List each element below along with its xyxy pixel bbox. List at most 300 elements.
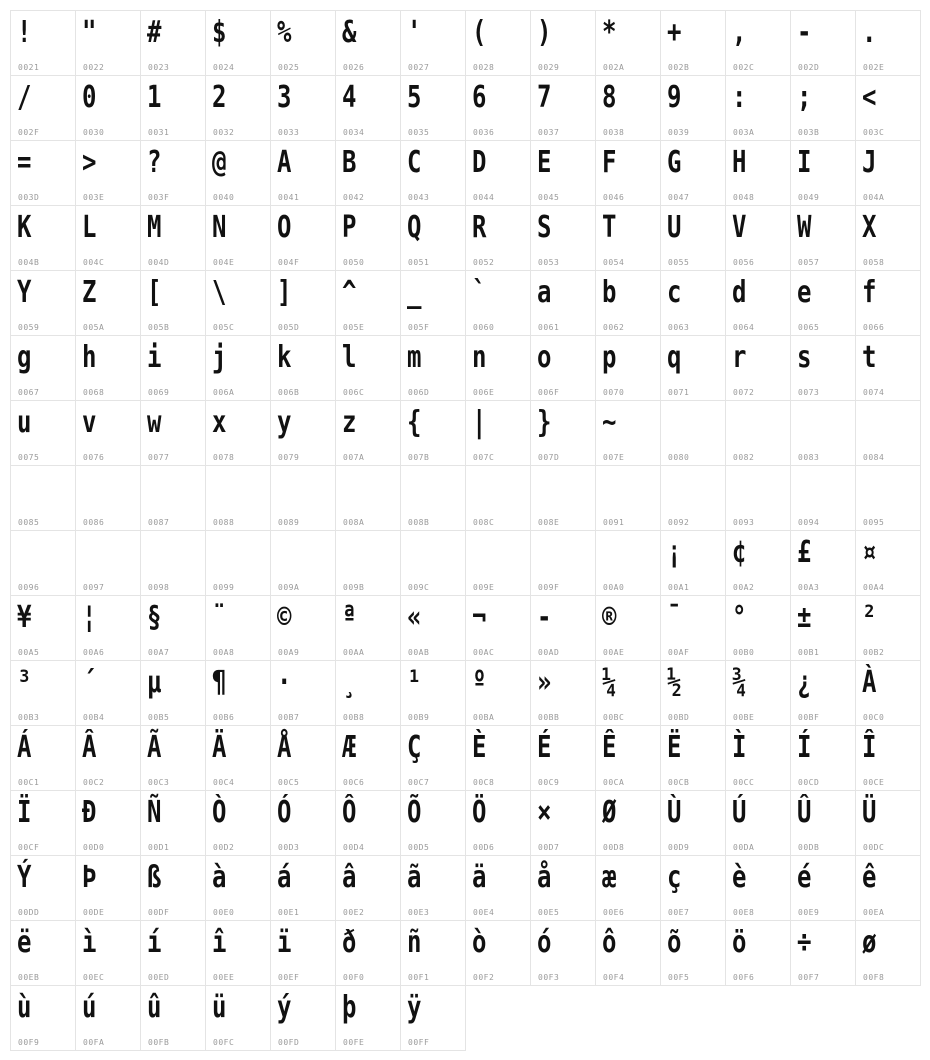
glyph-cell-0036[interactable] [465,75,531,141]
glyph-cell-0023[interactable] [140,10,206,76]
glyph-codepoint-label: 005B [148,323,170,332]
glyph-cell-00ed[interactable] [140,920,206,986]
glyph-cell-002d[interactable] [790,10,856,76]
glyph-cell-006b[interactable] [270,335,336,401]
glyph-cell-00a9[interactable] [270,595,336,661]
glyph-cell-00c8[interactable] [465,725,531,791]
glyph-codepoint-label: 009F [538,583,560,592]
glyph-preview: ò [472,925,487,960]
glyph-cell-007a[interactable] [335,400,401,466]
glyph-codepoint-label: 004C [83,258,105,267]
glyph-cell-002e[interactable] [855,10,921,76]
glyph-cell-00e1[interactable] [270,855,336,921]
glyph-codepoint-label: 00DD [18,908,40,917]
glyph-cell-0063[interactable] [660,270,726,336]
glyph-cell-006f[interactable] [530,335,596,401]
glyph-cell-005e[interactable] [335,270,401,336]
glyph-cell-00f1[interactable] [400,920,466,986]
glyph-cell-00c7[interactable] [400,725,466,791]
glyph-cell-008b[interactable] [400,465,466,531]
glyph-cell-003e[interactable] [75,140,141,206]
glyph-preview: E [537,145,552,180]
glyph-codepoint-label: 00EC [83,973,105,982]
glyph-cell-00fc[interactable] [205,985,271,1051]
glyph-cell-00d5[interactable] [400,790,466,856]
glyph-cell-0094[interactable] [790,465,856,531]
glyph-cell-004c[interactable] [75,205,141,271]
glyph-cell-00e2[interactable] [335,855,401,921]
glyph-cell-005f[interactable] [400,270,466,336]
glyph-cell-00de[interactable] [75,855,141,921]
glyph-cell-00f3[interactable] [530,920,596,986]
glyph-cell-00f0[interactable] [335,920,401,986]
glyph-cell-0055[interactable] [660,205,726,271]
glyph-cell-004b[interactable] [10,205,76,271]
glyph-cell-004f[interactable] [270,205,336,271]
glyph-preview: Ö [472,795,487,830]
glyph-cell-00fa[interactable] [75,985,141,1051]
glyph-cell-00ec[interactable] [75,920,141,986]
glyph-cell-00c4[interactable] [205,725,271,791]
glyph-codepoint-label: 00F9 [18,1038,40,1047]
glyph-cell-00c6[interactable] [335,725,401,791]
glyph-cell-00b9[interactable] [400,660,466,726]
glyph-cell-00ac[interactable] [465,595,531,661]
glyph-cell-0032[interactable] [205,75,271,141]
glyph-cell-0091[interactable] [595,465,661,531]
glyph-cell-0098[interactable] [140,530,206,596]
glyph-cell-00ab[interactable] [400,595,466,661]
glyph-cell-0071[interactable] [660,335,726,401]
glyph-cell-0039[interactable] [660,75,726,141]
glyph-cell-00eb[interactable] [10,920,76,986]
glyph-cell-0077[interactable] [140,400,206,466]
glyph-cell-0041[interactable] [270,140,336,206]
glyph-preview: A [277,145,292,180]
glyph-preview: q [667,340,682,375]
glyph-cell-0088[interactable] [205,465,271,531]
glyph-codepoint-label: 0066 [863,323,885,332]
glyph-codepoint-label: 00B6 [213,713,235,722]
glyph-codepoint-label: 0036 [473,128,495,137]
glyph-cell-0031[interactable] [140,75,206,141]
glyph-preview: ³ [17,665,32,700]
glyph-preview: x [212,405,227,440]
glyph-cell-00b2[interactable] [855,595,921,661]
glyph-cell-00b7[interactable] [270,660,336,726]
glyph-cell-00d8[interactable] [595,790,661,856]
glyph-cell-0051[interactable] [400,205,466,271]
glyph-cell-0035[interactable] [400,75,466,141]
glyph-cell-00e6[interactable] [595,855,661,921]
glyph-cell-00e9[interactable] [790,855,856,921]
glyph-cell-00e8[interactable] [725,855,791,921]
glyph-preview: Ñ [147,795,162,830]
glyph-codepoint-label: 00F3 [538,973,560,982]
glyph-cell-004e[interactable] [205,205,271,271]
glyph-codepoint-label: 0047 [668,193,690,202]
glyph-codepoint-label: 00A9 [278,648,300,657]
glyph-preview: + [667,15,682,50]
glyph-cell-0022[interactable] [75,10,141,76]
glyph-codepoint-label: 0053 [538,258,560,267]
glyph-cell-00b1[interactable] [790,595,856,661]
glyph-cell-00d0[interactable] [75,790,141,856]
glyph-preview: ; [797,80,812,115]
glyph-cell-009f[interactable] [530,530,596,596]
glyph-cell-002c[interactable] [725,10,791,76]
glyph-codepoint-label: 00E4 [473,908,495,917]
glyph-cell-00ca[interactable] [595,725,661,791]
glyph-preview: ? [147,145,162,180]
glyph-cell-0053[interactable] [530,205,596,271]
glyph-cell-0078[interactable] [205,400,271,466]
glyph-cell-00c9[interactable] [530,725,596,791]
glyph-cell-0062[interactable] [595,270,661,336]
glyph-cell-00bb[interactable] [530,660,596,726]
glyph-cell-0099[interactable] [205,530,271,596]
glyph-cell-0033[interactable] [270,75,336,141]
glyph-preview: C [407,145,422,180]
glyph-cell-0052[interactable] [465,205,531,271]
glyph-preview: § [147,600,162,635]
glyph-codepoint-label: 00FC [213,1038,235,1047]
glyph-cell-008a[interactable] [335,465,401,531]
glyph-codepoint-label: 00FA [83,1038,105,1047]
glyph-cell-0085[interactable] [10,465,76,531]
glyph-cell-00ba[interactable] [465,660,531,726]
glyph-cell-00d2[interactable] [205,790,271,856]
glyph-cell-007b[interactable] [400,400,466,466]
glyph-cell-00fe[interactable] [335,985,401,1051]
glyph-cell-00db[interactable] [790,790,856,856]
glyph-codepoint-label: 00D5 [408,843,430,852]
glyph-codepoint-label: 00E1 [278,908,300,917]
glyph-cell-00b0[interactable] [725,595,791,661]
glyph-cell-004d[interactable] [140,205,206,271]
glyph-cell-00bc[interactable] [595,660,661,726]
glyph-cell-0045[interactable] [530,140,596,206]
glyph-codepoint-label: 0077 [148,453,170,462]
glyph-cell-009a[interactable] [270,530,336,596]
glyph-cell-006e[interactable] [465,335,531,401]
glyph-cell-0038[interactable] [595,75,661,141]
glyph-cell-00a5[interactable] [10,595,76,661]
glyph-codepoint-label: 00C5 [278,778,300,787]
glyph-preview: w [147,405,162,440]
glyph-preview: f [862,275,877,310]
glyph-cell-00ef[interactable] [270,920,336,986]
glyph-cell-0061[interactable] [530,270,596,336]
glyph-preview: ê [862,860,877,895]
glyph-cell-004a[interactable] [855,140,921,206]
glyph-cell-0070[interactable] [595,335,661,401]
glyph-codepoint-label: 009A [278,583,300,592]
glyph-preview: Ò [212,795,227,830]
glyph-codepoint-label: 00DC [863,843,885,852]
glyph-cell-007e[interactable] [595,400,661,466]
glyph-cell-00c5[interactable] [270,725,336,791]
glyph-cell-00aa[interactable] [335,595,401,661]
glyph-cell-00b6[interactable] [205,660,271,726]
glyph-codepoint-label: 0083 [798,453,820,462]
glyph-cell-00da[interactable] [725,790,791,856]
glyph-preview: < [862,80,877,115]
glyph-codepoint-label: 00EA [863,908,885,917]
glyph-codepoint-label: 00D9 [668,843,690,852]
glyph-cell-002b[interactable] [660,10,726,76]
glyph-cell-00e5[interactable] [530,855,596,921]
glyph-cell-005c[interactable] [205,270,271,336]
glyph-cell-00b3[interactable] [10,660,76,726]
glyph-preview: Æ [342,730,357,765]
glyph-cell-0075[interactable] [10,400,76,466]
glyph-preview: Ä [212,730,227,765]
glyph-cell-00c1[interactable] [10,725,76,791]
glyph-cell-0080[interactable] [660,400,726,466]
glyph-preview: m [407,340,422,375]
glyph-cell-00f4[interactable] [595,920,661,986]
glyph-cell-00ae[interactable] [595,595,661,661]
glyph-cell-002a[interactable] [595,10,661,76]
glyph-codepoint-label: 00A7 [148,648,170,657]
glyph-cell-0066[interactable] [855,270,921,336]
glyph-codepoint-label: 00B3 [18,713,40,722]
glyph-cell-0040[interactable] [205,140,271,206]
glyph-cell-0074[interactable] [855,335,921,401]
glyph-preview: O [277,210,292,245]
glyph-cell-0083[interactable] [790,400,856,466]
glyph-cell-00bd[interactable] [660,660,726,726]
glyph-codepoint-label: 0041 [278,193,300,202]
glyph-preview: p [602,340,617,375]
glyph-cell-00dd[interactable] [10,855,76,921]
glyph-cell-0060[interactable] [465,270,531,336]
glyph-cell-00f9[interactable] [10,985,76,1051]
glyph-cell-0059[interactable] [10,270,76,336]
glyph-cell-0044[interactable] [465,140,531,206]
glyph-cell-00f2[interactable] [465,920,531,986]
glyph-cell-0058[interactable] [855,205,921,271]
glyph-cell-00ff[interactable] [400,985,466,1051]
glyph-codepoint-label: 0044 [473,193,495,202]
glyph-cell-009c[interactable] [400,530,466,596]
glyph-cell-003d[interactable] [10,140,76,206]
glyph-cell-00c0[interactable] [855,660,921,726]
glyph-cell-006a[interactable] [205,335,271,401]
glyph-cell-00f6[interactable] [725,920,791,986]
glyph-cell-0097[interactable] [75,530,141,596]
glyph-cell-008c[interactable] [465,465,531,531]
glyph-codepoint-label: 00E2 [343,908,365,917]
glyph-cell-007c[interactable] [465,400,531,466]
glyph-cell-00bf[interactable] [790,660,856,726]
glyph-cell-0065[interactable] [790,270,856,336]
glyph-codepoint-label: 0070 [603,388,625,397]
glyph-cell-0056[interactable] [725,205,791,271]
glyph-cell-0047[interactable] [660,140,726,206]
glyph-codepoint-label: 008A [343,518,365,527]
glyph-codepoint-label: 003E [83,193,105,202]
glyph-cell-0067[interactable] [10,335,76,401]
glyph-cell-0069[interactable] [140,335,206,401]
glyph-codepoint-label: 00DA [733,843,755,852]
glyph-cell-00cf[interactable] [10,790,76,856]
glyph-cell-00d7[interactable] [530,790,596,856]
glyph-preview: ª [342,600,357,635]
glyph-codepoint-label: 002D [798,63,820,72]
glyph-cell-00be[interactable] [725,660,791,726]
glyph-cell-0087[interactable] [140,465,206,531]
glyph-cell-00f8[interactable] [855,920,921,986]
glyph-cell-0072[interactable] [725,335,791,401]
glyph-cell-00ce[interactable] [855,725,921,791]
glyph-cell-0028[interactable] [465,10,531,76]
glyph-cell-00f7[interactable] [790,920,856,986]
glyph-preview: ö [732,925,747,960]
glyph-cell-0030[interactable] [75,75,141,141]
glyph-cell-0046[interactable] [595,140,661,206]
glyph-cell-00ad[interactable] [530,595,596,661]
glyph-cell-00d4[interactable] [335,790,401,856]
glyph-cell-00dc[interactable] [855,790,921,856]
glyph-cell-0054[interactable] [595,205,661,271]
glyph-preview: b [602,275,617,310]
glyph-cell-00e3[interactable] [400,855,466,921]
glyph-preview: i [147,340,162,375]
glyph-cell-003a[interactable] [725,75,791,141]
glyph-cell-0093[interactable] [725,465,791,531]
glyph-cell-006c[interactable] [335,335,401,401]
glyph-cell-00c2[interactable] [75,725,141,791]
glyph-cell-00ea[interactable] [855,855,921,921]
glyph-cell-00a2[interactable] [725,530,791,596]
glyph-cell-00a4[interactable] [855,530,921,596]
glyph-preview: Â [82,730,97,765]
glyph-cell-00a0[interactable] [595,530,661,596]
glyph-cell-0095[interactable] [855,465,921,531]
glyph-preview: 5 [407,80,422,115]
glyph-cell-0092[interactable] [660,465,726,531]
glyph-codepoint-label: 002B [668,63,690,72]
glyph-cell-00fd[interactable] [270,985,336,1051]
glyph-cell-0050[interactable] [335,205,401,271]
glyph-cell-0084[interactable] [855,400,921,466]
glyph-cell-003f[interactable] [140,140,206,206]
glyph-cell-0021[interactable] [10,10,76,76]
glyph-cell-00d9[interactable] [660,790,726,856]
glyph-cell-0027[interactable] [400,10,466,76]
glyph-cell-0079[interactable] [270,400,336,466]
glyph-codepoint-label: 0087 [148,518,170,527]
glyph-cell-00a6[interactable] [75,595,141,661]
glyph-preview: Ù [667,795,682,830]
glyph-cell-00af[interactable] [660,595,726,661]
glyph-cell-007d[interactable] [530,400,596,466]
glyph-cell-00cb[interactable] [660,725,726,791]
glyph-cell-00a8[interactable] [205,595,271,661]
glyph-cell-00d6[interactable] [465,790,531,856]
glyph-cell-0049[interactable] [790,140,856,206]
glyph-cell-00df[interactable] [140,855,206,921]
glyph-cell-0073[interactable] [790,335,856,401]
glyph-cell-005a[interactable] [75,270,141,336]
glyph-cell-00b4[interactable] [75,660,141,726]
glyph-cell-00b8[interactable] [335,660,401,726]
glyph-cell-0042[interactable] [335,140,401,206]
glyph-cell-00e7[interactable] [660,855,726,921]
glyph-cell-00cd[interactable] [790,725,856,791]
glyph-codepoint-label: 0049 [798,193,820,202]
glyph-preview: " [82,15,97,50]
glyph-codepoint-label: 008E [538,518,560,527]
glyph-cell-00e4[interactable] [465,855,531,921]
glyph-cell-003b[interactable] [790,75,856,141]
glyph-codepoint-label: 0021 [18,63,40,72]
glyph-preview: H [732,145,747,180]
glyph-codepoint-label: 00CA [603,778,625,787]
glyph-cell-0029[interactable] [530,10,596,76]
glyph-cell-0024[interactable] [205,10,271,76]
glyph-cell-006d[interactable] [400,335,466,401]
glyph-preview: Á [17,730,32,765]
glyph-cell-0025[interactable] [270,10,336,76]
glyph-cell-00c3[interactable] [140,725,206,791]
glyph-cell-00a1[interactable] [660,530,726,596]
glyph-cell-00f5[interactable] [660,920,726,986]
glyph-codepoint-label: 0026 [343,63,365,72]
glyph-cell-0048[interactable] [725,140,791,206]
glyph-codepoint-label: 00F4 [603,973,625,982]
glyph-codepoint-label: 0025 [278,63,300,72]
glyph-cell-0089[interactable] [270,465,336,531]
glyph-cell-00d1[interactable] [140,790,206,856]
glyph-cell-00fb[interactable] [140,985,206,1051]
glyph-preview: 0 [82,80,97,115]
glyph-cell-0086[interactable] [75,465,141,531]
glyph-cell-00ee[interactable] [205,920,271,986]
glyph-codepoint-label: 00FB [148,1038,170,1047]
glyph-cell-003c[interactable] [855,75,921,141]
glyph-cell-0057[interactable] [790,205,856,271]
glyph-cell-005b[interactable] [140,270,206,336]
glyph-cell-0026[interactable] [335,10,401,76]
glyph-cell-00d3[interactable] [270,790,336,856]
glyph-cell-0043[interactable] [400,140,466,206]
glyph-preview: W [797,210,812,245]
glyph-cell-0034[interactable] [335,75,401,141]
glyph-preview: È [472,730,487,765]
glyph-cell-009e[interactable] [465,530,531,596]
glyph-cell-005d[interactable] [270,270,336,336]
glyph-cell-0064[interactable] [725,270,791,336]
glyph-preview: × [537,795,552,830]
glyph-cell-00b5[interactable] [140,660,206,726]
glyph-cell-008e[interactable] [530,465,596,531]
glyph-preview: Q [407,210,422,245]
glyph-cell-00cc[interactable] [725,725,791,791]
glyph-cell-0037[interactable] [530,75,596,141]
glyph-cell-0068[interactable] [75,335,141,401]
glyph-cell-00e0[interactable] [205,855,271,921]
glyph-cell-009b[interactable] [335,530,401,596]
glyph-cell-0076[interactable] [75,400,141,466]
glyph-cell-002f[interactable] [10,75,76,141]
glyph-cell-00a7[interactable] [140,595,206,661]
glyph-cell-00a3[interactable] [790,530,856,596]
glyph-cell-0082[interactable] [725,400,791,466]
glyph-cell-0096[interactable] [10,530,76,596]
